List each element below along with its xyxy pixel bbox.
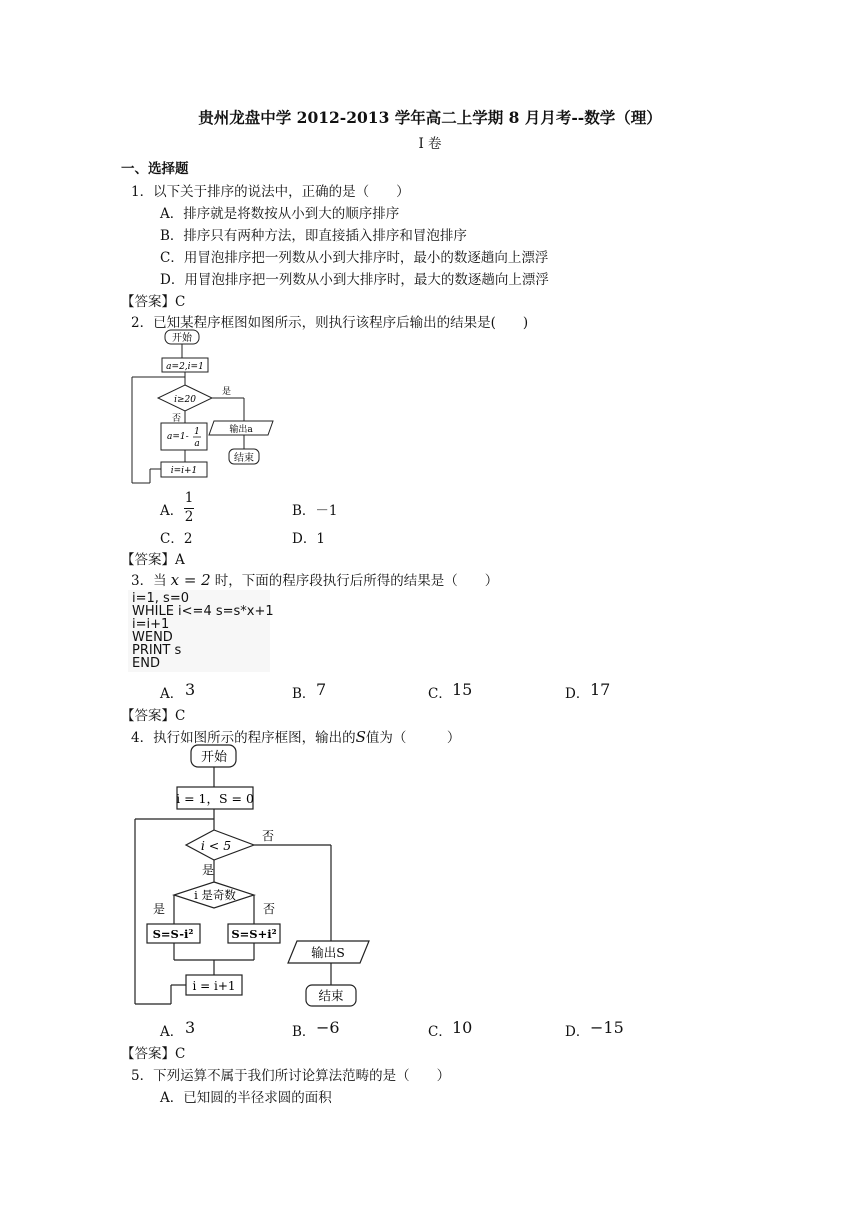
- q4-yes2-label: 是: [153, 902, 166, 916]
- q4-no-label: 否: [262, 829, 275, 843]
- q2-option-c: C．2: [160, 531, 193, 547]
- q3-code-line-3: i=i+1: [132, 617, 170, 632]
- q3-option-c-label: C．: [428, 686, 452, 702]
- q3-stem-prefix: 3．当: [131, 573, 167, 589]
- q2-init-label: a=2,i=1: [166, 362, 204, 372]
- q2-increment-label: i=i+1: [170, 466, 198, 476]
- q2-stem: 2．已知某程序框图如图所示，则执行该程序后输出的结果是( ): [131, 315, 529, 331]
- q3-option-d: 17: [590, 680, 611, 699]
- q2-option-b: B．－1: [292, 503, 338, 519]
- q2-yes-label: 是: [222, 387, 232, 397]
- q4-stem-suffix: 值为（ ）: [365, 730, 461, 746]
- q4-flowchart: [130, 744, 375, 1010]
- q3-option-a: 3: [185, 680, 196, 699]
- q2-option-a-denominator: 2: [184, 509, 194, 525]
- q3-answer: 【答案】C: [121, 708, 186, 724]
- q5-stem: 5．下列运算不属于我们所讨论算法范畴的是（ ）: [131, 1068, 451, 1084]
- q3-option-d-label: D．: [565, 686, 590, 702]
- q2-end-label: 结束: [234, 453, 254, 464]
- q2-option-d: D．1: [292, 531, 325, 547]
- q4-option-c-label: C．: [428, 1024, 452, 1040]
- q1-option-a: A．排序就是将数按从小到大的顺序排序: [160, 206, 400, 222]
- q1-option-c: C．用冒泡排序把一列数从小到大排序时，最小的数逐趟向上漂浮: [160, 250, 549, 266]
- q2-no-label: 否: [172, 414, 182, 424]
- q4-no2-label: 否: [263, 902, 276, 916]
- q1-option-d: D．用冒泡排序把一列数从小到大排序时，最大的数逐趟向上漂浮: [160, 272, 549, 288]
- q4-output-label: 输出S: [311, 945, 345, 960]
- q3-option-c: 15: [452, 680, 473, 699]
- q3-option-b-label: B．: [292, 686, 316, 702]
- q4-option-b: −6: [316, 1018, 340, 1037]
- q4-option-c: 10: [452, 1018, 473, 1037]
- q1-option-b: B．排序只有两种方法，即直接插入排序和冒泡排序: [160, 228, 467, 244]
- q4-option-a-label: A．: [160, 1024, 184, 1040]
- q2-assign-denominator: a: [194, 439, 200, 449]
- q3-option-b: 7: [316, 680, 327, 699]
- q2-assign-numerator: 1: [194, 427, 200, 437]
- q3-code-line-5: PRINT s: [132, 643, 182, 658]
- q3-code-block: [128, 590, 274, 672]
- q4-option-b-label: B．: [292, 1024, 316, 1040]
- q5-option-a: A．已知圆的半径求圆的面积: [160, 1090, 332, 1106]
- q4-option-d-label: D．: [565, 1024, 590, 1040]
- q2-option-a-label: A．: [160, 503, 184, 519]
- q3-stem: [131, 569, 498, 589]
- q4-stem-var: S: [355, 728, 366, 746]
- q2-start-label: 开始: [172, 333, 192, 344]
- q3-code-line-4: WEND: [132, 630, 173, 645]
- q3-stem-suffix: 时，下面的程序段执行后所得的结果是（ ）: [214, 573, 499, 589]
- q2-assign-prefix: a=1-: [167, 432, 189, 442]
- q2-condition-label: i≥20: [174, 395, 196, 405]
- q2-output-label: 输出a: [229, 425, 253, 435]
- q4-left-assign-label: S=S-i²: [152, 927, 194, 941]
- q1-stem: 1．以下关于排序的说法中，正确的是（ ）: [131, 184, 410, 200]
- q4-stem: [131, 726, 460, 746]
- section-heading: 一、选择题: [121, 161, 189, 177]
- q4-parity-label: i 是奇数: [194, 888, 236, 902]
- q4-end-label: 结束: [318, 988, 344, 1003]
- q4-increment-label: i = i+1: [192, 979, 236, 993]
- q4-right-assign-label: S=S+i²: [231, 927, 277, 941]
- q3-option-a-label: A．: [160, 686, 184, 702]
- q3-code-line-2: WHILE i<=4 s=s*x+1: [132, 604, 274, 619]
- volume-label: I 卷: [418, 136, 442, 152]
- q4-stem-prefix: 4．执行如图所示的程序框图，输出的: [131, 730, 356, 746]
- page-title: 贵州龙盘中学 2012-2013 学年高二上学期 8 月月考--数学（理）: [198, 108, 662, 127]
- q2-answer: 【答案】A: [121, 552, 185, 568]
- q2-flowchart: [128, 328, 288, 490]
- q4-answer: 【答案】C: [121, 1046, 186, 1062]
- q4-option-a: 3: [185, 1018, 196, 1037]
- q4-condition-label: i < 5: [200, 838, 232, 853]
- q3-stem-math: x = 2: [170, 571, 211, 589]
- q4-yes-label: 是: [202, 863, 215, 877]
- q1-answer: 【答案】C: [121, 294, 186, 310]
- q3-code-line-6: END: [132, 656, 160, 671]
- q4-init-label: i = 1，S = 0: [176, 791, 254, 806]
- q4-option-d: −15: [590, 1018, 624, 1037]
- q2-option-a-numerator: 1: [184, 490, 194, 506]
- q3-code-line-1: i=1, s=0: [132, 591, 189, 606]
- q4-start-label: 开始: [200, 750, 228, 765]
